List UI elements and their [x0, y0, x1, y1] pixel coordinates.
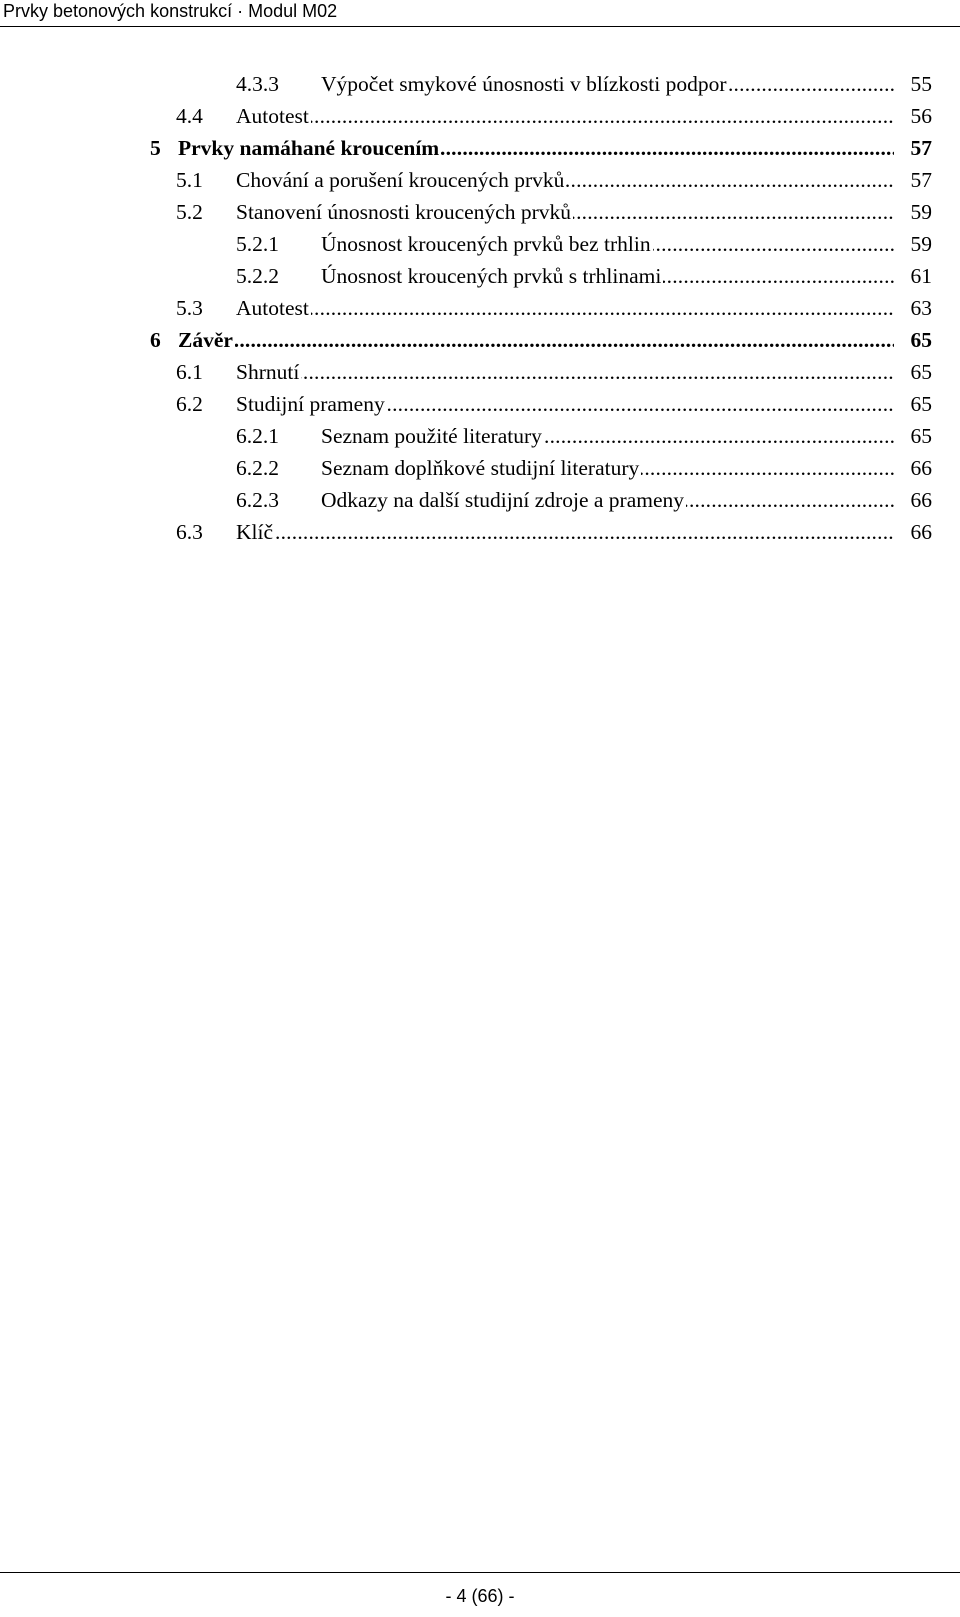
- toc-entry[interactable]: [0, 132, 960, 164]
- header-title: Prvky betonových konstrukcí · Modul M02: [3, 1, 338, 21]
- toc-number: 4.4: [176, 104, 203, 128]
- toc-entry[interactable]: [0, 260, 960, 292]
- toc-title: Chování a porušení kroucených prvků: [236, 164, 566, 196]
- toc-entry[interactable]: [0, 452, 960, 484]
- toc-leader: [321, 452, 894, 484]
- toc-title: Prvky namáhané kroucením: [178, 132, 441, 164]
- toc-number: 6.2.1: [236, 424, 279, 448]
- toc-leader: [321, 260, 894, 292]
- toc-leader: [178, 132, 894, 164]
- toc-entry[interactable]: [0, 324, 960, 356]
- toc-entry[interactable]: [0, 68, 960, 100]
- toc-entry[interactable]: [0, 484, 960, 516]
- toc-page: 57: [906, 164, 933, 196]
- toc-title: Autotest: [236, 292, 311, 324]
- toc-entry[interactable]: [0, 420, 960, 452]
- toc-title: Seznam doplňkové studijní literatury: [321, 452, 641, 484]
- toc-leader: [321, 420, 894, 452]
- toc-leader: [236, 388, 894, 420]
- page-header: [0, 0, 960, 30]
- toc-page: 57: [906, 132, 933, 164]
- toc-title: Studijní prameny: [236, 388, 387, 420]
- toc-entry[interactable]: [0, 100, 960, 132]
- toc-title: Shrnutí: [236, 356, 301, 388]
- toc-page: 61: [906, 260, 933, 292]
- toc-page: 56: [906, 100, 933, 132]
- toc-number: 5.2.2: [236, 264, 279, 288]
- toc-entry[interactable]: [0, 516, 960, 548]
- toc-number: 6.3: [176, 520, 203, 544]
- toc-title: Autotest: [236, 100, 311, 132]
- toc-leader: [236, 196, 894, 228]
- header-rule: [0, 26, 960, 27]
- toc-page: 65: [906, 388, 933, 420]
- footer-rule: [0, 1572, 960, 1573]
- toc-number: 5.2: [176, 200, 203, 224]
- toc-title: Klíč: [236, 516, 275, 548]
- toc-entry[interactable]: [0, 164, 960, 196]
- toc-leader: [321, 484, 894, 516]
- toc-number: 5: [150, 136, 161, 160]
- toc-title: Odkazy na další studijní zdroje a prameny: [321, 484, 686, 516]
- toc-leader: [236, 356, 894, 388]
- toc-number: 4.3.3: [236, 72, 279, 96]
- toc-page: 66: [906, 452, 933, 484]
- toc-page: 59: [906, 228, 933, 260]
- toc-entry[interactable]: [0, 356, 960, 388]
- toc-leader: [236, 292, 894, 324]
- toc-number: 5.2.1: [236, 232, 279, 256]
- toc-number: 6: [150, 328, 161, 352]
- toc-number: 5.1: [176, 168, 203, 192]
- toc-number: 5.3: [176, 296, 203, 320]
- toc-page: 59: [906, 196, 933, 228]
- toc-number: 6.2.3: [236, 488, 279, 512]
- toc-title: Závěr: [178, 324, 235, 356]
- toc-entry[interactable]: [0, 292, 960, 324]
- toc-leader: [236, 164, 894, 196]
- toc-page: 66: [906, 516, 933, 548]
- toc-number: 6.2: [176, 392, 203, 416]
- toc-leader: [178, 324, 894, 356]
- toc-leader: [236, 516, 894, 548]
- toc-entry[interactable]: [0, 388, 960, 420]
- toc-leader: [321, 228, 894, 260]
- toc-page: 65: [906, 324, 933, 356]
- toc-page: 63: [906, 292, 933, 324]
- toc-leader: [236, 100, 894, 132]
- toc-entry[interactable]: [0, 228, 960, 260]
- toc-title: Výpočet smykové únosnosti v blízkosti podpor: [321, 68, 729, 100]
- toc-title: Únosnost kroucených prvků s trhlinami: [321, 260, 663, 292]
- toc-page: 66: [906, 484, 933, 516]
- toc-page: 55: [906, 68, 933, 100]
- toc-title: Seznam použité literatury: [321, 420, 544, 452]
- toc-title: Únosnost kroucených prvků bez trhlin: [321, 228, 653, 260]
- toc-page: 65: [906, 420, 933, 452]
- toc-leader: [321, 68, 894, 100]
- page-number: - 4 (66) -: [445, 1586, 515, 1606]
- toc-entry[interactable]: [0, 196, 960, 228]
- toc-title: Stanovení únosnosti kroucených prvků: [236, 196, 573, 228]
- toc-page: 65: [906, 356, 933, 388]
- toc-number: 6.2.2: [236, 456, 279, 480]
- toc-number: 6.1: [176, 360, 203, 384]
